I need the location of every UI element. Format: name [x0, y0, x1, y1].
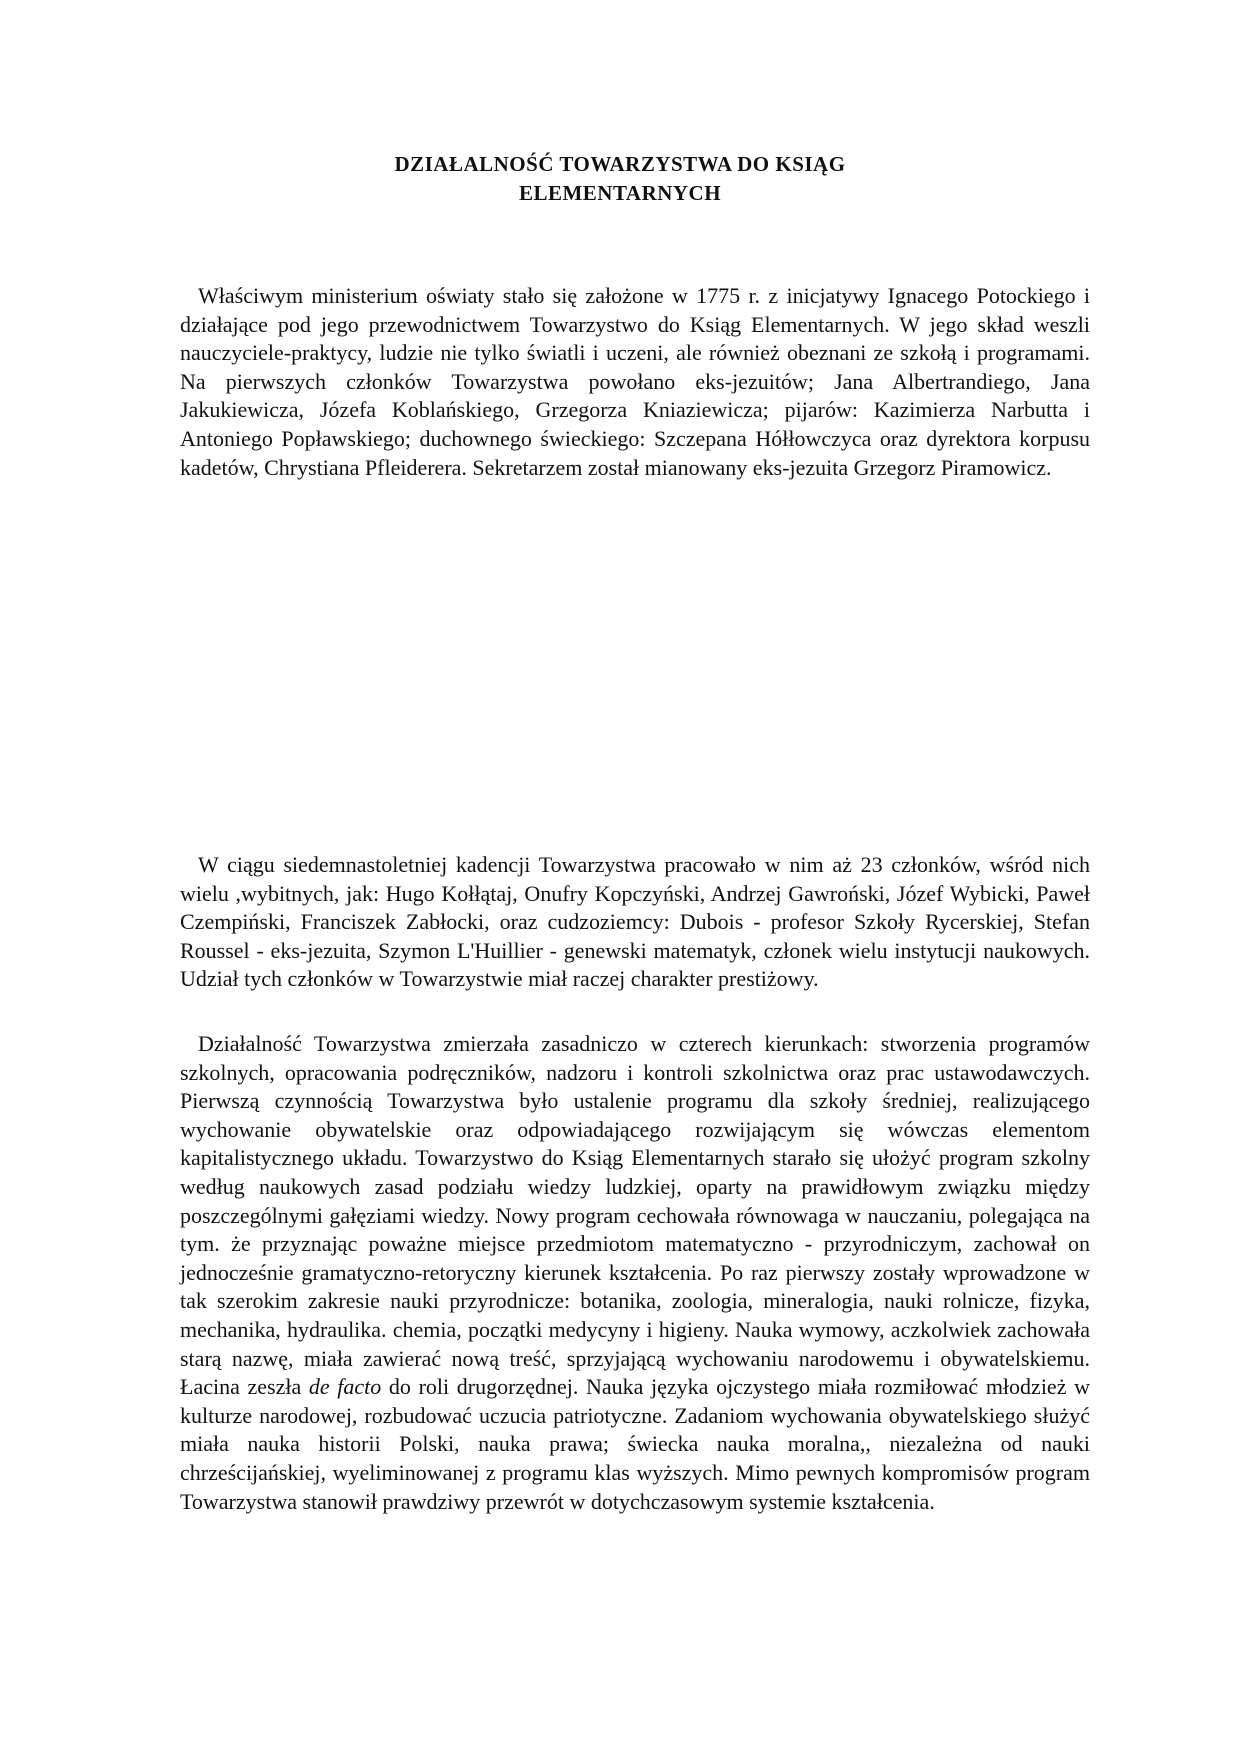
- paragraph-intro: Właściwym ministerium oświaty stało się założone w 1775 r. z inicjatywy Ignacego Potockiego i działające pod jego przewodnictwem Towarzystwo do Ksiąg Elementarnych. W jego skład weszli nauczyciele-praktycy, ludzie nie tylko światli i uczeni, ale również obeznani ze szkołą i programami. Na pierwszych członków Towarzystwa powołano eks-jezuitów; Jana Albertrandiego, Jana Jakukiewicza, Józefa Koblańskiego, Grzegorza Kniaziewicza; pijarów: Kazimierza Narbutta i Antoniego Popławskiego; duchownego świeckiego: Szczepana Hółłowczyca oraz dyrektora korpusu kadetów, Chrystiana Pfleiderera. Sekretarzem został mianowany eks-jezuita Grzegorz Piramowicz.: [180, 283, 1090, 480]
- paragraph-activities-text-1: Działalność Towarzystwa zmierzała zasadniczo w czterech kierunkach: stworzenia programów szkolnych, opracowania podręczników, nadzoru i kontroli szkolnictwa oraz prac ustawodawczych. Pierwszą czynnością Towarzystwa było ustalenie programu dla szkoły średniej, realizującego wychowanie obywatelskie oraz odpowiadającego rozwijającym się wówczas elementom kapitalistycznego układu. Towarzystwo do Ksiąg Elementarnych starało się ułożyć program szkolny według naukowych zasad podziału wiedzy ludzkiej, oparty na prawidłowym związku między poszczególnymi gałęziami wiedzy. Nowy program cechowała równowaga w nauczaniu, polegająca na tym. że przyznając poważne miejsce przedmiotom matematyczno - przyrodniczym, zachował on jednocześnie gramatyczno-retoryczny kierunek kształcenia. Po raz pierwszy zostały wprowadzone w tak szerokim zakresie nauki przyrodnicze: botanika, zoologia, mineralogia, nauki rolnicze, fizyka, mechanika, hydraulika. chemia, początki medycyny i higieny. Nauka wymowy, aczkolwiek zachowała starą nazwę, miała zawierać nową treść, sprzyjającą wychowaniu narodowemu i obywatelskiemu. Łacina zeszła: [180, 1031, 1090, 1400]
- title-line-1: DZIAŁALNOŚĆ TOWARZYSTWA DO KSIĄG: [394, 152, 846, 176]
- title-line-2: ELEMENTARNYCH: [518, 181, 722, 205]
- paragraph-activities-text-2: do roli drugorzędnej. Nauka języka ojczystego miała rozmiłować młodzież w kulturze narodowej, rozbudować uczucia patriotyczne. Zadaniom wychowania obywatelskiego służyć miała nauka historii Polski, nauka prawa; świecka nauka moralna,, niezależna od nauki chrześcijańskiej, wyeliminowanej z programu klas wyższych. Mimo pewnych kompromisów program Towarzystwa stanowił prawdziwy przewrót w dotychczasowym systemie kształcenia.: [180, 1374, 1090, 1514]
- paragraph-activities: [180, 1030, 1090, 1516]
- paragraph-members: W ciągu siedemnastoletniej kadencji Towarzystwa pracowało w nim aż 23 członków, wśród nich wielu ,wybitnych, jak: Hugo Kołłątaj, Onufry Kopczyński, Andrzej Gawroński, Józef Wybicki, Paweł Czempiński, Franciszek Zabłocki, oraz cudzoziemcy: Dubois - profesor Szkoły Rycerskiej, Stefan Roussel - eks-jezuita, Szymon L'Huillier - genewski matematyk, członek wielu instytucji naukowych. Udział tych członków w Towarzystwie miał raczej charakter prestiżowy.: [180, 852, 1090, 992]
- paragraph-activities-italic: de facto: [308, 1374, 382, 1400]
- page-title: [180, 150, 1060, 208]
